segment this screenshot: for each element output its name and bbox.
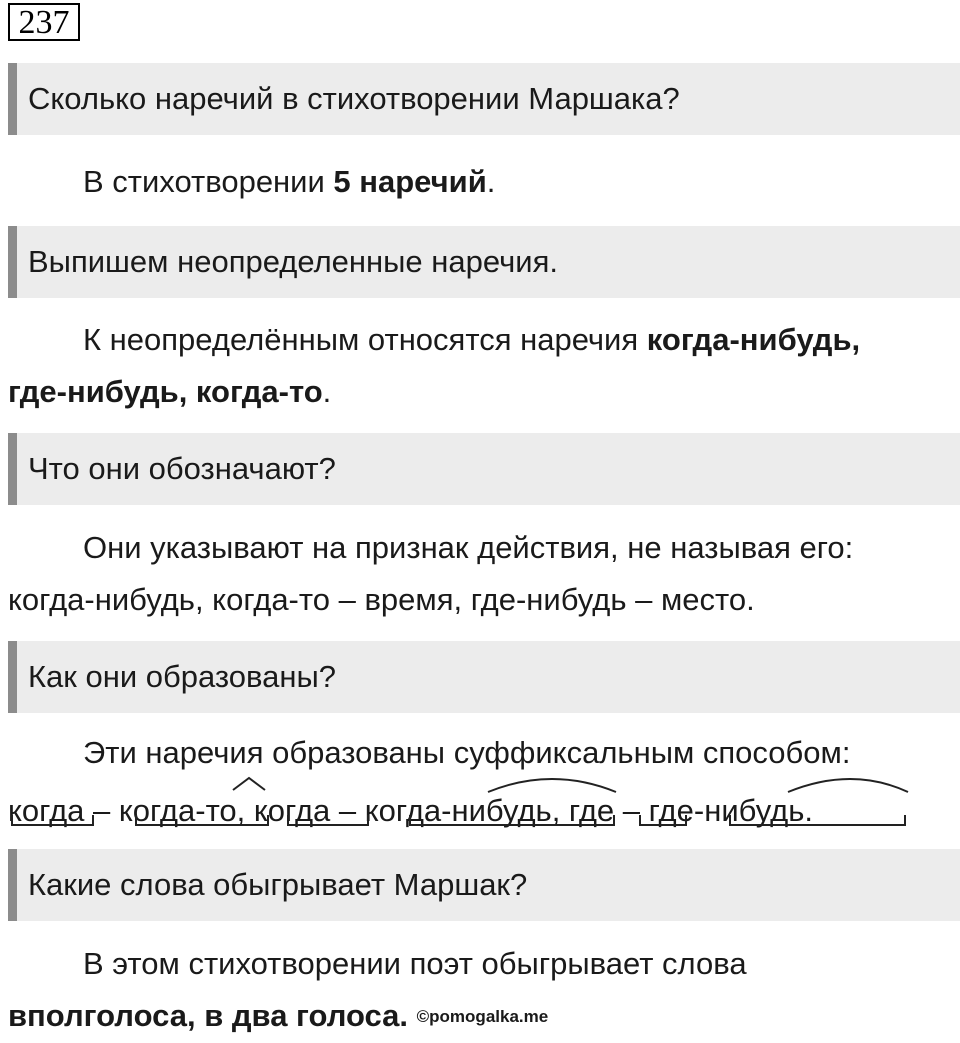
answer-2-end: .: [322, 374, 332, 409]
answer-1-text: В стихотворении: [83, 164, 334, 199]
answer-3-line-2: когда-нибудь, когда-то – время, где-нибудь – место.: [8, 582, 755, 617]
watermark: ©pomogalka.me: [416, 1007, 549, 1026]
answer-1: [8, 156, 943, 208]
answer-4: [8, 727, 943, 837]
question-text-5: Какие слова обыгрывает Маршак?: [28, 867, 528, 902]
question-bar-5: [8, 849, 960, 921]
answer-2: [8, 314, 943, 418]
question-text-3: Что они обозначают?: [28, 451, 336, 486]
answer-5-line-1: В этом стихотворении поэт обыгрывает слова: [83, 946, 747, 981]
answer-4-line-2: когда – когда-то, когда – когда-нибудь, где – где-нибудь.: [8, 793, 814, 828]
answer-1-bold: 5 наречий: [333, 164, 487, 199]
question-bar-1: [8, 63, 960, 135]
question-text-4: Как они образованы?: [28, 659, 337, 694]
answer-5-bold: вполголоса, в два голоса.: [8, 998, 409, 1033]
answer-2-bold-1: когда-нибудь,: [646, 322, 861, 357]
question-bar-4: [8, 641, 960, 713]
answer-4-line-1: Эти наречия образованы суффиксальным способом:: [83, 735, 851, 770]
question-bar-2: [8, 226, 960, 298]
answer-3: [8, 522, 943, 626]
question-bar-3: [8, 433, 960, 505]
answer-5: [8, 938, 943, 1043]
answer-2-bold-2: где-нибудь, когда-то: [8, 374, 323, 409]
answer-2-text: К неопределённым относятся наречия: [83, 322, 647, 357]
question-text-2: Выпишем неопределенные наречия.: [28, 244, 558, 279]
answer-3-line-1: Они указывают на признак действия, не называя его:: [83, 530, 854, 565]
answer-1-end: .: [486, 164, 496, 199]
exercise-number: 237: [8, 3, 80, 41]
question-text-1: Сколько наречий в стихотворении Маршака?: [28, 81, 680, 116]
